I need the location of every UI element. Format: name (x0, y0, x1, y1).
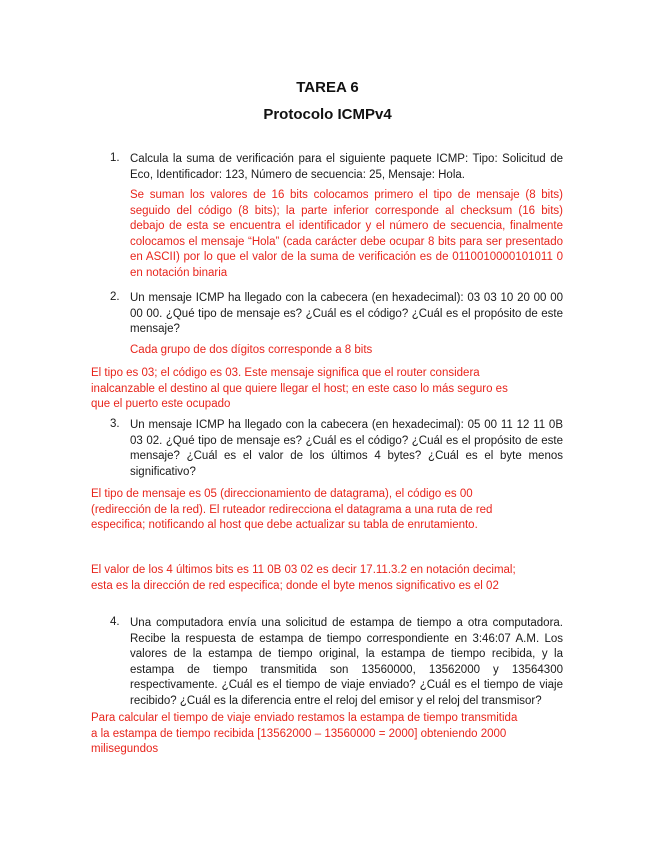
item-4-question: Una computadora envía una solicitud de estampa de tiempo a otra computadora. Recibe la respuesta de estampa de tiempo correspondiente en 3:46:07 A.M. Los valores de la estampa de tiempo original, la estampa de tiempo recibida, y la estampa de tiempo transmitida son 13560000, 13562000 y 13564300 respectivamente. ¿Cuál es el tiempo de viaje enviado? ¿Cuál es el tiempo de viaje recibido? ¿Cuál es la diferencia entre el reloj del emisor y el reloj del transmisor? (130, 617, 563, 707)
item-3-answer-b: El valor de los 4 últimos bits es 11 0B 03 02 es decir 17.11.3.2 en notación decimal; esta es la dirección de red especifica; donde el byte menos significativo es el 02 (91, 564, 516, 592)
document-subtitle: Protocolo ICMPv4 (263, 106, 392, 123)
item-3-question: Un mensaje ICMP ha llegado con la cabecera (en hexadecimal): 05 00 11 12 11 0B 03 02. ¿Qué tipo de mensaje es? ¿Cuál es el código? ¿Cuál es el propósito de este mensaje? ¿Cuál es el valor de los últimos 4 bytes? ¿Cuál es el byte menos significativo? (130, 419, 563, 478)
item-3-number: 3. (110, 418, 120, 430)
item-1-number: 1. (110, 152, 120, 164)
item-1-answer: Se suman los valores de 16 bits colocamos primero el tipo de mensaje (8 bits) seguido del código (8 bits); la parte inferior corresponde al checksum (16 bits) debajo de esta se encuentra el identificador y el número de secuencia, finalmente colocamos el mensaje “Hola” (cada carácter debe ocupar 8 bits para ser presentado en ASCII) por lo que el valor de la suma de verificación es de 0110010000101011 0 en notación binaria (130, 189, 563, 279)
item-4-number: 4. (110, 616, 120, 628)
item-2-answer-b: El tipo es 03; el código es 03. Este mensaje significa que el router considera inalcanzable el destino al que quiere llegar el host; en este caso lo más seguro es que el puerto este ocupado (91, 367, 508, 411)
item-1-question: Calcula la suma de verificación para el siguiente paquete ICMP: Tipo: Solicitud de Eco, Identificador: 123, Número de secuencia: 25, Mensaje: Hola. (130, 153, 563, 181)
item-4-answer: Para calcular el tiempo de viaje enviado restamos la estampa de tiempo transmitida a la estampa de tiempo recibida [13562000 – 13560000 = 2000] obteniendo 2000 milisegundos (91, 712, 518, 756)
item-2-number: 2. (110, 291, 120, 303)
item-3-answer-a: El tipo de mensaje es 05 (direccionamiento de datagrama), el código es 00 (redirección de la red). El ruteador redirecciona el datagrama a una ruta de red especifica; notificando al host que debe actualizar su tabla de enrutamiento. (91, 488, 493, 532)
item-2-answer-a: Cada grupo de dos dígitos corresponde a 8 bits (130, 344, 373, 356)
document-title: TAREA 6 (296, 79, 359, 96)
item-2-question: Un mensaje ICMP ha llegado con la cabecera (en hexadecimal): 03 03 10 20 00 00 00 00. ¿Qué tipo de mensaje es? ¿Cuál es el código? ¿Cuál es el propósito de este mensaje? (130, 292, 563, 336)
